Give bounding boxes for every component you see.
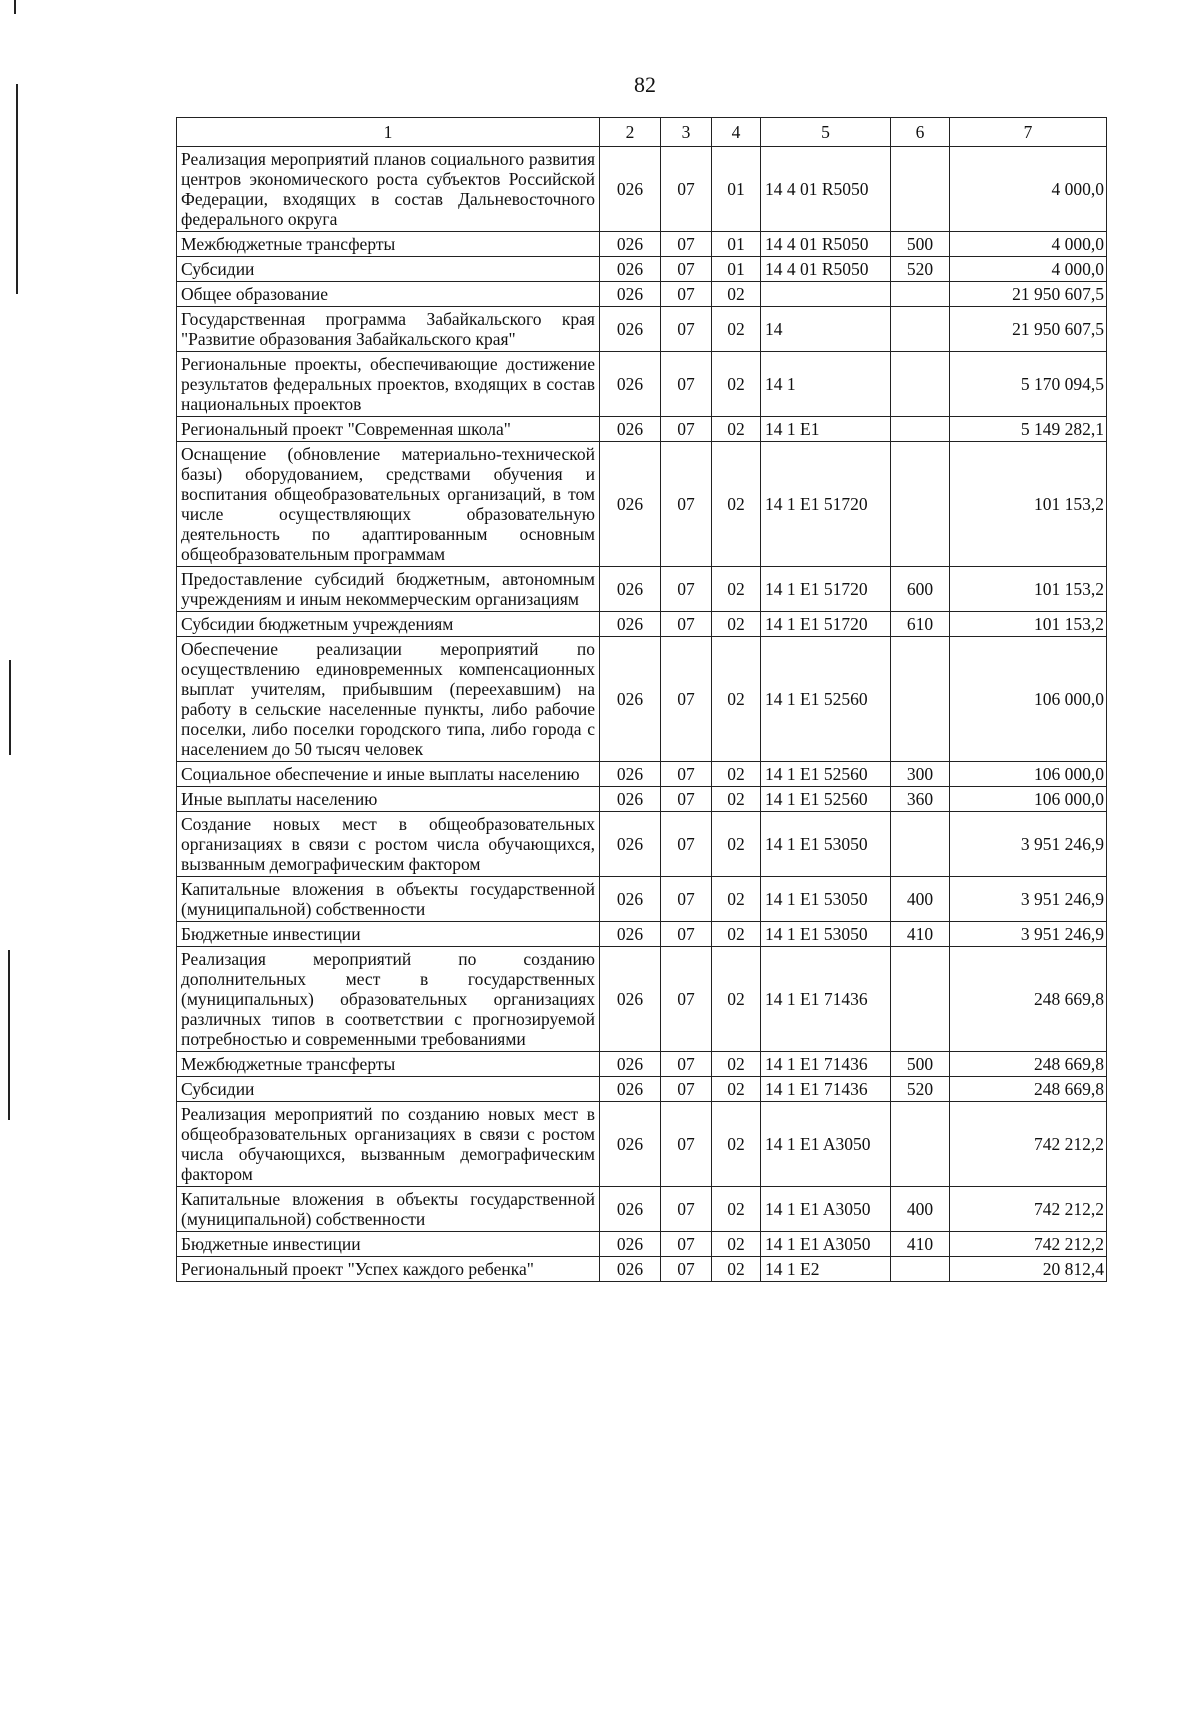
section-code: 07 xyxy=(661,147,712,232)
section-code: 07 xyxy=(661,352,712,417)
subsection-code: 02 xyxy=(712,612,761,637)
item-name: Межбюджетные трансферты xyxy=(177,232,600,257)
expense-type-code xyxy=(891,307,950,352)
amount: 3 951 246,9 xyxy=(950,877,1107,922)
target-article-code: 14 1 xyxy=(761,352,891,417)
table-row xyxy=(177,762,1107,787)
table-row xyxy=(177,612,1107,637)
amount: 4 000,0 xyxy=(950,257,1107,282)
expense-type-code: 520 xyxy=(891,257,950,282)
subsection-code: 02 xyxy=(712,1102,761,1187)
target-article-code: 14 1 E1 53050 xyxy=(761,812,891,877)
ministry-code: 026 xyxy=(600,1052,661,1077)
section-code: 07 xyxy=(661,922,712,947)
section-code: 07 xyxy=(661,947,712,1052)
target-article-code: 14 4 01 R5050 xyxy=(761,147,891,232)
subsection-code: 02 xyxy=(712,282,761,307)
section-code: 07 xyxy=(661,1232,712,1257)
table-row xyxy=(177,352,1107,417)
section-code: 07 xyxy=(661,612,712,637)
table-row xyxy=(177,1077,1107,1102)
ministry-code: 026 xyxy=(600,1257,661,1282)
subsection-code: 02 xyxy=(712,417,761,442)
target-article-code: 14 xyxy=(761,307,891,352)
ministry-code: 026 xyxy=(600,282,661,307)
target-article-code: 14 1 E1 A3050 xyxy=(761,1232,891,1257)
amount: 5 149 282,1 xyxy=(950,417,1107,442)
amount: 106 000,0 xyxy=(950,762,1107,787)
amount: 106 000,0 xyxy=(950,637,1107,762)
section-code: 07 xyxy=(661,1187,712,1232)
amount: 5 170 094,5 xyxy=(950,352,1107,417)
subsection-code: 02 xyxy=(712,442,761,567)
table-row xyxy=(177,812,1107,877)
target-article-code: 14 1 E1 71436 xyxy=(761,947,891,1052)
section-code: 07 xyxy=(661,812,712,877)
subsection-code: 02 xyxy=(712,1257,761,1282)
item-name: Региональный проект "Успех каждого ребенка" xyxy=(177,1257,600,1282)
table-row xyxy=(177,567,1107,612)
amount: 248 669,8 xyxy=(950,1052,1107,1077)
ministry-code: 026 xyxy=(600,812,661,877)
expense-type-code xyxy=(891,352,950,417)
subsection-code: 01 xyxy=(712,257,761,282)
scan-edge-mark xyxy=(9,660,11,755)
expense-type-code: 500 xyxy=(891,232,950,257)
ministry-code: 026 xyxy=(600,922,661,947)
section-code: 07 xyxy=(661,877,712,922)
target-article-code: 14 1 E1 53050 xyxy=(761,922,891,947)
item-name: Субсидии xyxy=(177,257,600,282)
target-article-code: 14 1 E1 51720 xyxy=(761,442,891,567)
section-code: 07 xyxy=(661,257,712,282)
item-name: Государственная программа Забайкальского края "Развитие образования Забайкальского края" xyxy=(177,307,600,352)
target-article-code: 14 1 E1 xyxy=(761,417,891,442)
page-number: 82 xyxy=(634,72,656,97)
ministry-code: 026 xyxy=(600,1232,661,1257)
subsection-code: 01 xyxy=(712,232,761,257)
section-code: 07 xyxy=(661,637,712,762)
subsection-code: 02 xyxy=(712,1052,761,1077)
expense-type-code xyxy=(891,442,950,567)
ministry-code: 026 xyxy=(600,257,661,282)
column-header: 6 xyxy=(891,118,950,147)
subsection-code: 02 xyxy=(712,947,761,1052)
column-header: 2 xyxy=(600,118,661,147)
section-code: 07 xyxy=(661,1102,712,1187)
ministry-code: 026 xyxy=(600,787,661,812)
scan-edge-mark xyxy=(14,0,16,14)
section-code: 07 xyxy=(661,442,712,567)
subsection-code: 02 xyxy=(712,787,761,812)
ministry-code: 026 xyxy=(600,352,661,417)
item-name: Обеспечение реализации мероприятий по осуществлению единовременных компенсационных выплат учителям, прибывшим (переехавшим) на работу в сельские населенные пункты, либо рабочие поселки, либо поселки городского типа, либо города с населением до 50 тысяч человек xyxy=(177,637,600,762)
expense-type-code xyxy=(891,812,950,877)
item-name: Иные выплаты населению xyxy=(177,787,600,812)
expense-type-code: 400 xyxy=(891,877,950,922)
item-name: Региональные проекты, обеспечивающие достижение результатов федеральных проектов, входящих в состав национальных проектов xyxy=(177,352,600,417)
section-code: 07 xyxy=(661,787,712,812)
table-row xyxy=(177,1052,1107,1077)
section-code: 07 xyxy=(661,232,712,257)
expense-type-code xyxy=(891,637,950,762)
section-code: 07 xyxy=(661,1052,712,1077)
table-row xyxy=(177,787,1107,812)
expense-type-code xyxy=(891,282,950,307)
item-name: Реализация мероприятий планов социального развития центров экономического роста субъектов Российской Федерации, входящих в состав Дальневосточного федерального округа xyxy=(177,147,600,232)
expense-type-code xyxy=(891,947,950,1052)
subsection-code: 02 xyxy=(712,1187,761,1232)
amount: 101 153,2 xyxy=(950,442,1107,567)
table-row xyxy=(177,282,1107,307)
amount: 21 950 607,5 xyxy=(950,282,1107,307)
target-article-code: 14 1 E1 51720 xyxy=(761,567,891,612)
expense-type-code xyxy=(891,147,950,232)
amount: 742 212,2 xyxy=(950,1232,1107,1257)
section-code: 07 xyxy=(661,417,712,442)
ministry-code: 026 xyxy=(600,307,661,352)
section-code: 07 xyxy=(661,762,712,787)
amount: 742 212,2 xyxy=(950,1187,1107,1232)
target-article-code xyxy=(761,282,891,307)
ministry-code: 026 xyxy=(600,1187,661,1232)
scan-edge-mark xyxy=(8,950,10,1120)
expense-type-code xyxy=(891,1257,950,1282)
item-name: Создание новых мест в общеобразовательных организациях в связи с ростом числа обучающихся, вызванным демографическим фактором xyxy=(177,812,600,877)
item-name: Капитальные вложения в объекты государственной (муниципальной) собственности xyxy=(177,1187,600,1232)
subsection-code: 02 xyxy=(712,877,761,922)
item-name: Оснащение (обновление материально-технической базы) оборудованием, средствами обучения и воспитания общеобразовательных организаций, в том числе осуществляющих образовательную деятельность по адаптированным основным общеобразовательным программам xyxy=(177,442,600,567)
amount: 4 000,0 xyxy=(950,232,1107,257)
target-article-code: 14 1 E1 71436 xyxy=(761,1052,891,1077)
item-name: Реализация мероприятий по созданию дополнительных мест в государственных (муниципальных) образовательных организациях различных типов в соответствии с прогнозируемой потребностью и современными требованиями xyxy=(177,947,600,1052)
section-code: 07 xyxy=(661,307,712,352)
table-row xyxy=(177,1187,1107,1232)
subsection-code: 02 xyxy=(712,762,761,787)
ministry-code: 026 xyxy=(600,1077,661,1102)
amount: 4 000,0 xyxy=(950,147,1107,232)
item-name: Региональный проект "Современная школа" xyxy=(177,417,600,442)
table-row xyxy=(177,877,1107,922)
table-row xyxy=(177,947,1107,1052)
column-header: 4 xyxy=(712,118,761,147)
budget-table xyxy=(176,117,1107,1282)
item-name: Реализация мероприятий по созданию новых мест в общеобразовательных организациях в связи с ростом числа обучающихся, вызванным демографическим фактором xyxy=(177,1102,600,1187)
target-article-code: 14 1 E1 71436 xyxy=(761,1077,891,1102)
amount: 101 153,2 xyxy=(950,567,1107,612)
ministry-code: 026 xyxy=(600,612,661,637)
table-row xyxy=(177,442,1107,567)
table-row xyxy=(177,257,1107,282)
ministry-code: 026 xyxy=(600,762,661,787)
target-article-code: 14 1 E2 xyxy=(761,1257,891,1282)
subsection-code: 01 xyxy=(712,147,761,232)
expense-type-code: 610 xyxy=(891,612,950,637)
ministry-code: 026 xyxy=(600,232,661,257)
subsection-code: 02 xyxy=(712,352,761,417)
item-name: Бюджетные инвестиции xyxy=(177,922,600,947)
amount: 21 950 607,5 xyxy=(950,307,1107,352)
table-row xyxy=(177,307,1107,352)
amount: 3 951 246,9 xyxy=(950,922,1107,947)
column-header: 5 xyxy=(761,118,891,147)
item-name: Социальное обеспечение и иные выплаты населению xyxy=(177,762,600,787)
ministry-code: 026 xyxy=(600,877,661,922)
item-name: Капитальные вложения в объекты государственной (муниципальной) собственности xyxy=(177,877,600,922)
subsection-code: 02 xyxy=(712,637,761,762)
expense-type-code: 410 xyxy=(891,1232,950,1257)
amount: 101 153,2 xyxy=(950,612,1107,637)
expense-type-code: 360 xyxy=(891,787,950,812)
ministry-code: 026 xyxy=(600,567,661,612)
subsection-code: 02 xyxy=(712,922,761,947)
item-name: Общее образование xyxy=(177,282,600,307)
table-row xyxy=(177,147,1107,232)
target-article-code: 14 1 E1 A3050 xyxy=(761,1187,891,1232)
target-article-code: 14 1 E1 52560 xyxy=(761,787,891,812)
section-code: 07 xyxy=(661,282,712,307)
expense-type-code xyxy=(891,1102,950,1187)
expense-type-code: 600 xyxy=(891,567,950,612)
ministry-code: 026 xyxy=(600,442,661,567)
target-article-code: 14 1 E1 A3050 xyxy=(761,1102,891,1187)
amount: 3 951 246,9 xyxy=(950,812,1107,877)
column-header: 1 xyxy=(177,118,600,147)
amount: 248 669,8 xyxy=(950,1077,1107,1102)
subsection-code: 02 xyxy=(712,567,761,612)
amount: 742 212,2 xyxy=(950,1102,1107,1187)
expense-type-code: 520 xyxy=(891,1077,950,1102)
expense-type-code: 410 xyxy=(891,922,950,947)
amount: 106 000,0 xyxy=(950,787,1107,812)
item-name: Бюджетные инвестиции xyxy=(177,1232,600,1257)
table-row xyxy=(177,1102,1107,1187)
expense-type-code: 500 xyxy=(891,1052,950,1077)
ministry-code: 026 xyxy=(600,147,661,232)
table-row xyxy=(177,417,1107,442)
item-name: Субсидии xyxy=(177,1077,600,1102)
target-article-code: 14 1 E1 52560 xyxy=(761,637,891,762)
item-name: Субсидии бюджетным учреждениям xyxy=(177,612,600,637)
subsection-code: 02 xyxy=(712,1232,761,1257)
subsection-code: 02 xyxy=(712,1077,761,1102)
item-name: Предоставление субсидий бюджетным, автономным учреждениям и иным некоммерческим организациям xyxy=(177,567,600,612)
subsection-code: 02 xyxy=(712,307,761,352)
table-row xyxy=(177,232,1107,257)
section-code: 07 xyxy=(661,567,712,612)
table-row xyxy=(177,1232,1107,1257)
amount: 248 669,8 xyxy=(950,947,1107,1052)
table-row xyxy=(177,1257,1107,1282)
scan-edge-mark xyxy=(16,84,18,294)
subsection-code: 02 xyxy=(712,812,761,877)
ministry-code: 026 xyxy=(600,947,661,1052)
table-row xyxy=(177,637,1107,762)
column-header: 3 xyxy=(661,118,712,147)
section-code: 07 xyxy=(661,1077,712,1102)
target-article-code: 14 4 01 R5050 xyxy=(761,257,891,282)
ministry-code: 026 xyxy=(600,637,661,762)
target-article-code: 14 1 E1 52560 xyxy=(761,762,891,787)
target-article-code: 14 1 E1 53050 xyxy=(761,877,891,922)
section-code: 07 xyxy=(661,1257,712,1282)
column-header: 7 xyxy=(950,118,1107,147)
target-article-code: 14 4 01 R5050 xyxy=(761,232,891,257)
ministry-code: 026 xyxy=(600,417,661,442)
expense-type-code xyxy=(891,417,950,442)
table-header-row xyxy=(177,118,1107,147)
table-row xyxy=(177,922,1107,947)
item-name: Межбюджетные трансферты xyxy=(177,1052,600,1077)
expense-type-code: 300 xyxy=(891,762,950,787)
ministry-code: 026 xyxy=(600,1102,661,1187)
expense-type-code: 400 xyxy=(891,1187,950,1232)
amount: 20 812,4 xyxy=(950,1257,1107,1282)
target-article-code: 14 1 E1 51720 xyxy=(761,612,891,637)
